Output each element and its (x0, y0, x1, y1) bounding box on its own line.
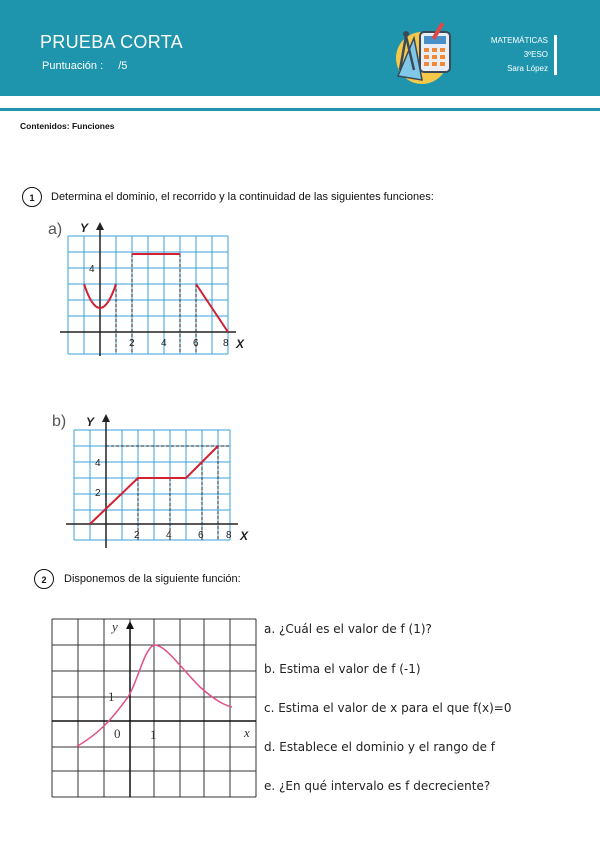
question-1-number: 1 (22, 187, 42, 207)
graph-b-x-tick: 4 (166, 530, 172, 541)
contents-label: Contenidos: Funciones (20, 121, 115, 131)
question-2-text: Disponemos de la siguiente función: (64, 573, 241, 585)
score-value: /5 (118, 60, 128, 72)
grade-label: 3ºESO (523, 50, 548, 59)
graph-a-y-tick: 4 (89, 264, 95, 275)
question-2-option-d: d. Establece el dominio y el rango de f (264, 740, 496, 754)
score-label: Puntuación : (42, 60, 104, 72)
question-2-option-a: a. ¿Cuál es el valor de f (1)? (264, 622, 432, 636)
graph-a-x-tick: 8 (223, 338, 229, 349)
graph-a-y-axis: Y (80, 221, 89, 235)
subject-label: MATEMÁTICAS (490, 36, 548, 45)
question-2-number: 2 (34, 569, 54, 589)
author-label: Sara López (507, 64, 548, 73)
math-tools-icon (392, 18, 462, 90)
meta-divider (554, 35, 557, 75)
graph-function-y-tick: 1 (108, 689, 115, 704)
graph-a-label: a) (48, 221, 63, 238)
graph-a-x-axis: X (236, 337, 245, 351)
graph-function-x-tick: 1 (150, 727, 157, 742)
graph-b-x-axis: X (240, 529, 249, 543)
graph-function-origin: 0 (114, 726, 121, 741)
graph-a-x-tick: 2 (129, 338, 135, 349)
graph-b-y-axis: Y (86, 415, 95, 429)
graph-b-x-tick: 2 (134, 530, 140, 541)
question-1-text: Determina el dominio, el recorrido y la continuidad de las siguientes funciones: (51, 191, 434, 203)
score-line (42, 60, 131, 72)
graph-a (40, 214, 260, 364)
graph-b-x-tick: 6 (198, 530, 204, 541)
graph-b-y-tick: 4 (95, 458, 101, 469)
graph-b (44, 406, 264, 556)
graph-b-x-tick: 8 (226, 530, 232, 541)
question-2-option-c: c. Estima el valor de x para el que f(x)=0 (264, 701, 512, 715)
graph-a-x-tick: 4 (161, 338, 167, 349)
graph-function-y-axis: y (112, 619, 118, 634)
graph-a-x-tick: 6 (193, 338, 199, 349)
graph-function (50, 617, 260, 801)
header-meta (491, 34, 548, 76)
question-2-option-b: b. Estima el valor de f (-1) (264, 662, 421, 676)
graph-b-label: b) (52, 413, 67, 430)
header-divider (0, 108, 600, 111)
graph-function-x-axis: x (244, 725, 250, 740)
question-2-option-e: e. ¿En qué intervalo es f decreciente? (264, 779, 491, 793)
page-title: PRUEBA CORTA (40, 32, 183, 52)
graph-b-y-tick: 2 (95, 488, 101, 499)
